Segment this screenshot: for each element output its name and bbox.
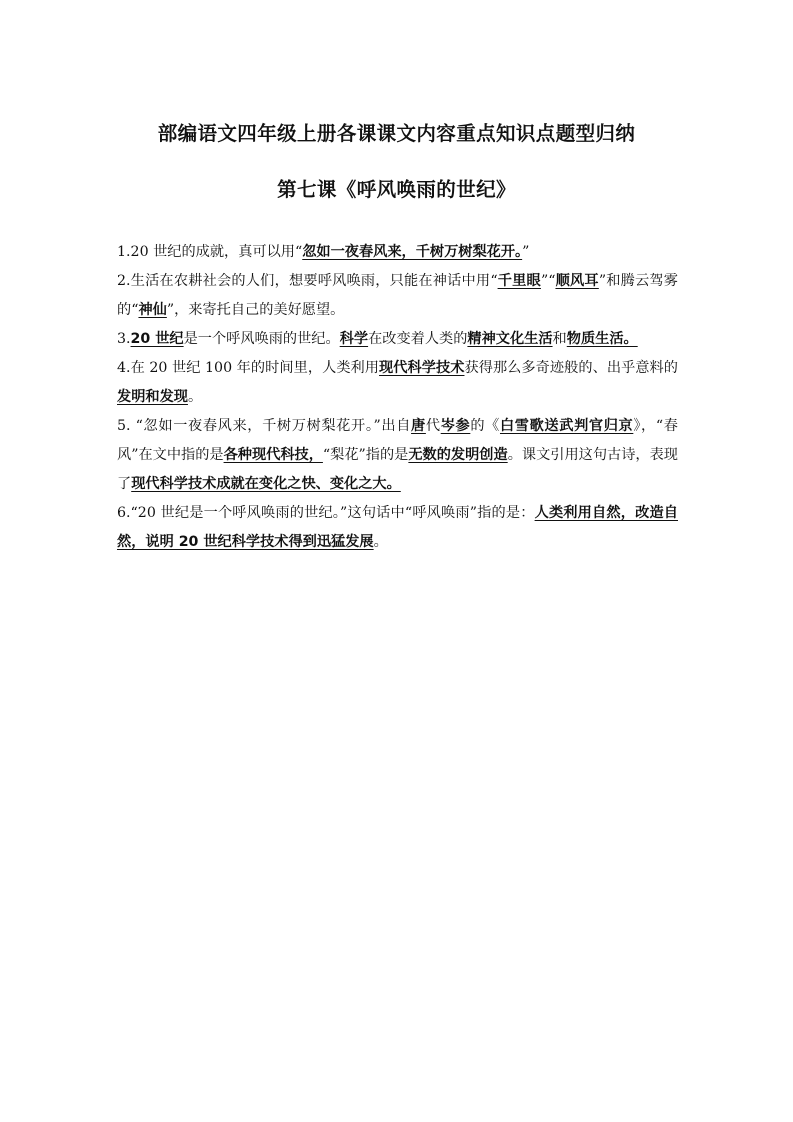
body-text: 1.20 世纪的成就，真可以用“ [117,244,303,260]
body-text: 。 [373,534,388,550]
knowledge-point [117,267,678,325]
knowledge-point [117,412,678,499]
key-phrase: 科学 [339,331,369,347]
key-phrase: 人类利用自然，改造自然，说明 20 世纪科学技术得到迅猛发展 [117,505,678,550]
body-text: 。 [187,389,203,405]
knowledge-point [117,238,678,267]
key-phrase: 现代科学技术成就在变化之快、变化之大。 [131,476,401,492]
key-phrase: 忽如一夜春风来，千树万树梨花开。 [302,244,523,260]
document-body [117,238,678,557]
document-title: 部编语文四年级上册各课课文内容重点知识点题型归纳 [157,122,636,145]
body-text: “梨花”指的是 [322,447,409,463]
key-phrase: 顺风耳 [555,273,599,289]
body-text: 》，“春风”在文中指的是 [117,418,678,463]
key-phrase: 白雪歌送武判官归京 [499,418,634,434]
body-text: 代 [425,418,441,434]
key-phrase: 神仙 [138,302,167,318]
key-phrase: 无数的发明创造 [408,447,508,463]
body-text: 3. [117,331,131,347]
key-phrase: 精神文化生活 [467,331,553,347]
body-text: ”“ [540,273,556,289]
body-text: 。课文引用这句古诗，表现了 [117,447,678,492]
body-text: 和 [552,331,567,347]
body-text: 2.生活在农耕社会的人们，想要呼风唤雨，只能在神话中用“ [117,273,498,289]
key-phrase: 唐 [411,418,426,434]
body-text: ” [522,244,530,260]
key-phrase: 岑参 [440,418,471,434]
body-text: 4.在 20 世纪 100 年的时间里，人类利用 [117,360,380,376]
key-phrase: 现代科学技术 [379,360,465,376]
body-text: 5. “忽如一夜春风来，千树万树梨花开。”出自 [117,418,412,434]
key-phrase: 20 世纪 [130,331,184,347]
knowledge-point [117,354,678,412]
body-text: 6.“20 世纪是一个呼风唤雨的世纪。”这句话中“呼风唤雨”指的是： [117,505,535,521]
key-phrase: 千里眼 [497,273,541,289]
knowledge-point [117,325,678,354]
key-phrase: 发明和发现 [117,389,188,405]
body-text: ”，来寄托自己的美好愿望。 [166,302,345,318]
key-phrase: 各种现代科技， [223,447,323,463]
body-text: 在改变着人类的 [368,331,468,347]
knowledge-point [117,499,678,557]
lesson-title: 第七课《呼风唤雨的世纪》 [277,178,516,201]
body-text: 的《 [470,418,500,434]
body-text: 获得那么多奇迹般的、出乎意料的 [464,360,678,376]
body-text: ”和腾云驾雾的“ [117,273,678,318]
body-text: 是一个呼风唤雨的世纪。 [183,331,340,347]
key-phrase: 物质生活。 [566,331,638,347]
